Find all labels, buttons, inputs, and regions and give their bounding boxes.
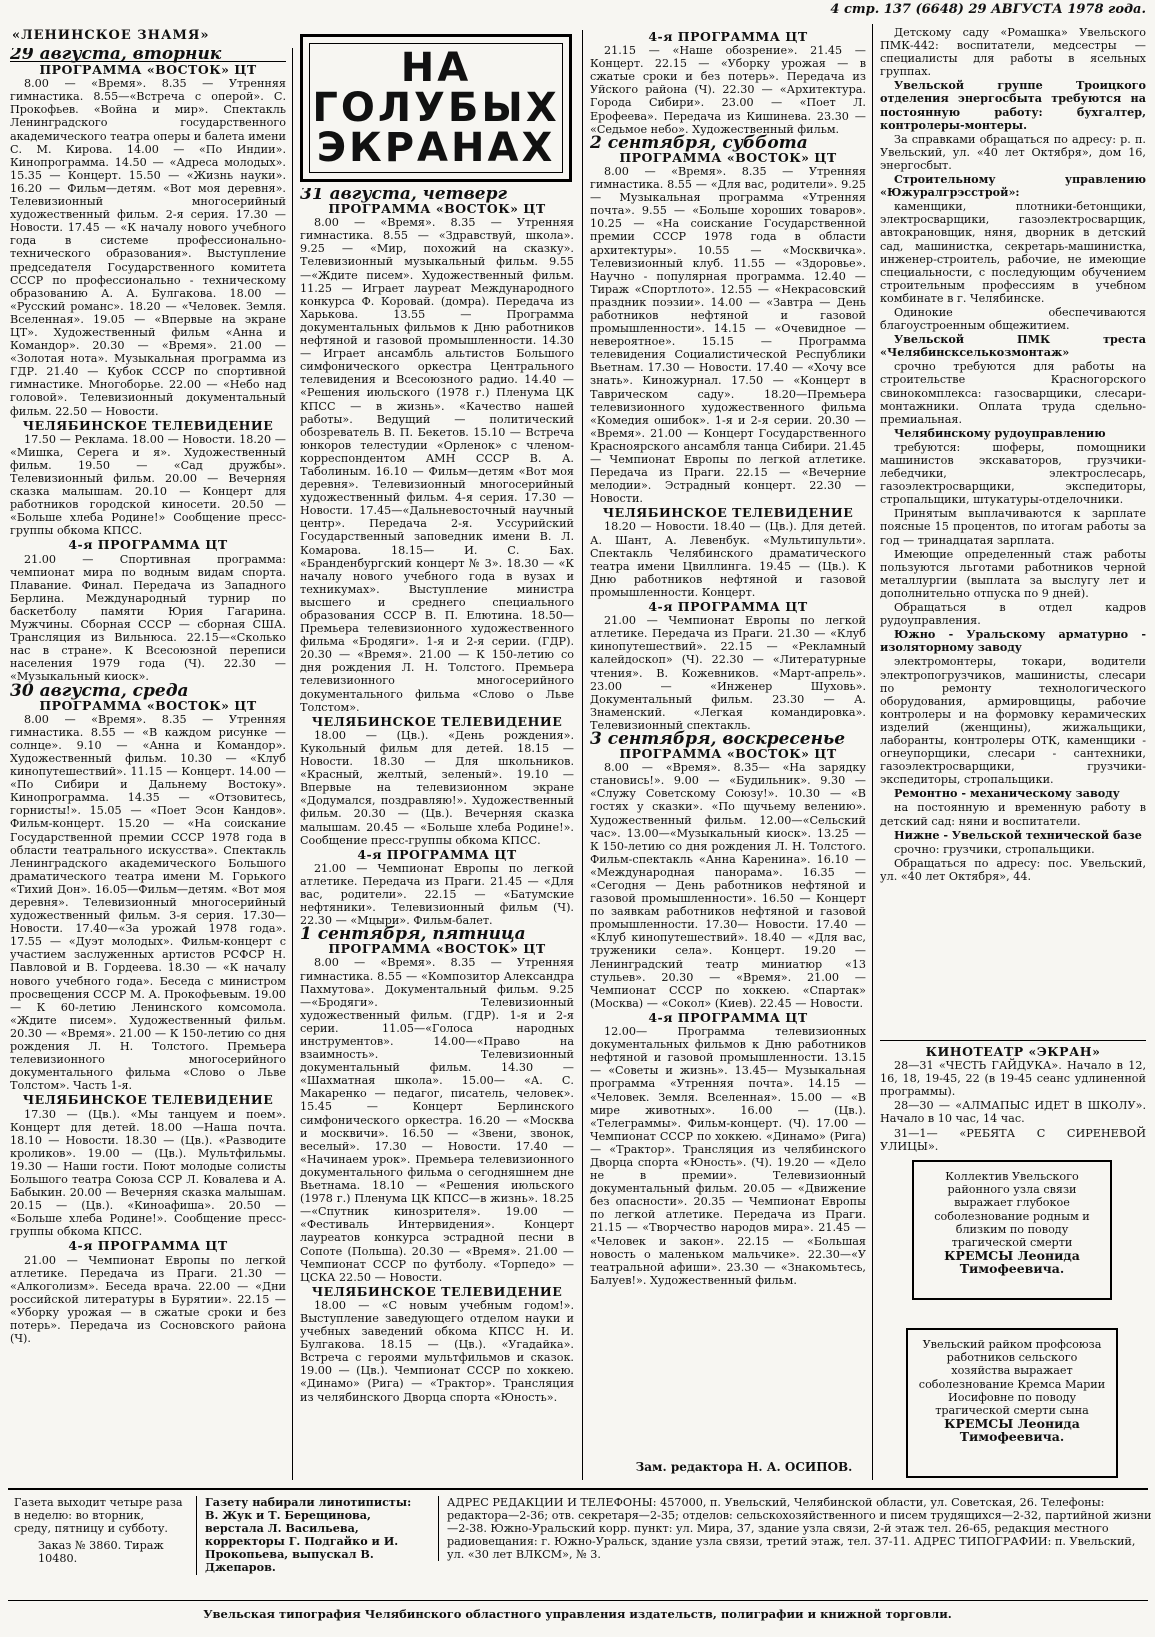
schedule-text: 21.15 — «Наше обозрение». 21.45 — Концерт. 22.15 — «Уборку урожая — в сжатые сроки и без потерь». Передача из Уйского района (Ч). 22.30 — «Архитектура. Города Сибири». 23.00 — «Поет Л. Ерофеева». Передача из Кишинева. 23.30 — «Седьмое небо». Художественный фильм. (590, 44, 866, 136)
section-heading: 4-я ПРОГРАММА ЦТ (68, 1238, 228, 1254)
schedule-text: 21.00 — Чемпионат Европы по легкой атлетике. Передача из Праги. 21.30 — «Алкоголизм». Беседа врача. 22.00 — «Дни российской литературы в Бурятии». 22.15 — «Уборку урожая — в сжатые сроки и без потерь». Передача из Сосновского района (Ч). (10, 1253, 286, 1346)
ad-employer: Строительному управлению «Южуралгрэсстрой»: (880, 172, 1146, 200)
ad-employer: Южно - Уральскому арматурно - изоляторному заводу (880, 627, 1146, 655)
section-heading: 4-я ПРОГРАММА ЦТ (648, 599, 808, 615)
obituary-box-2 (906, 1328, 1118, 1478)
day-heading: 3 сентября, воскресенье (590, 728, 846, 749)
section-heading: ЧЕЛЯБИНСКОЕ ТЕЛЕВИДЕНИЕ (311, 1283, 563, 1299)
ad-employer: Нижне - Увельской технической базе (894, 827, 1142, 842)
cinema-show: 28—31 «ЧЕСТЬ ГАЙДУКА». Начало в 12, 16, 18, 19-45, 22 (в 19-45 сеанс удлиненной программы). (880, 1059, 1146, 1099)
footer-schedule: Газета выходит четыре раза в неделю: во вторник, среду, пятницу и субботу. (14, 1496, 183, 1536)
section-heading: ПРОГРАММА «ВОСТОК» ЦТ (328, 201, 546, 217)
section-heading: ЧЕЛЯБИНСКОЕ ТЕЛЕВИДЕНИЕ (22, 417, 274, 433)
ad-employer: Увельской ПМК треста «Челябинскселькозмонтаж» (880, 332, 1146, 360)
schedule-text: 8.00 — «Время». 8.35— «На зарядку становись!». 9.00 — «Будильник». 9.30 — «Служу Советскому Союзу!». 10.30 — «В гостях у сказки». «По щучьему велению». Художественный фильм. 12.00—«Сельский час». 13.00—«Музыкальный киоск». 13.25 — К 150-летию со дня рождения Л. Н. Толстого. Фильм-спектакль «Анна Каренина». 16.10 — «Международная панорама». 16.35 — «Сегодня — День работников нефтяной и газовой промышленности». 16.50 — Концерт по заявкам работников нефтяной и газовой промышленности. 17.30— Новости. 17.40 — «Клуб кинопутешествий». 18.40 — «Для вас, труженики села». Концерт. 19.20 — Ленинградский театр миниатюр «13 стульев». 20.30 — «Время». 21.00 — Чемпионат СССР по хоккею. «Спартак» (Москва) — «Сокол» (Киев). 22.45 — Новости. (590, 761, 866, 1010)
cinema-show: 28—30 — «АЛМАПЫС ИДЕТ В ШКОЛУ». Начало в 10 час, 14 час. (880, 1099, 1146, 1126)
day-heading: 2 сентября, суббота (590, 132, 808, 153)
ad-text: Обращаться по адресу: пос. Увельский, ул. «40 лет Октября», 44. (880, 856, 1146, 883)
column-3 (590, 30, 866, 1455)
obituary-text: Увельский райком профсоюза работников сельского хозяйства выражает соболезнование Кремса Марии Иосифовне по поводу трагической смерти сына (918, 1338, 1106, 1418)
section-heading: ПРОГРАММА «ВОСТОК» ЦТ (619, 746, 837, 762)
column-2 (300, 188, 574, 1483)
schedule-text: 8.00 — «Время». 8.35 — Утренняя гимнастика. 8.55—«Встреча с оперой». С. Прокофьев. «Война и мир». Спектакль Ленинградского государственного академического театра оперы и балета имени С. М. Кирова. 14.00 — «По Индии». Кинопрограмма. 14.50 — «Адреса молодых». 15.35 — Концерт. 15.50 — «Жизнь науки». 16.20 — Фильм—детям. «Вот моя деревня». Телевизионный многосерийный художественный фильм. 2-я серия. 17.30 — Новости. 17.45 — «К началу нового учебного года в системе профессионально-технического образования». Выступление председателя Государственного комитета СССР по профессионально - техническому образованию А. А. Булгакова. 18.00 — «Русский романс». 18.20 — «Человек. Земля. Вселенная». 19.05 — «Впервые на экране ЦТ». Художественный фильм «Анна и Командор». 20.30 — «Время». 21.00 — «Золотая нота». Музыкальная программа из ГДР. 21.40 — Кубок СССР по спортивной гимнастике. Многоборье. 22.00 — «Небо над головой». Телевизионный документальный фильм. 22.50 — Новости. (10, 77, 286, 418)
ad-text: Имеющие определенный стаж работы пользуются льготами работников черной металлургии (выплата за выслугу лет и дополнительно отпуска по 9 дней). (880, 547, 1146, 600)
footer-publication-info (14, 1496, 184, 1565)
cinema-show: 31—1— «РЕБЯТА С СИРЕНЕВОЙ УЛИЦЫ». (880, 1126, 1146, 1153)
ad-text: на постоянную и временную работу в детский сад: няни и воспитатели. (880, 801, 1146, 828)
day-heading: 30 августа, среда (10, 680, 189, 701)
footer-order: Заказ № 3860. Тираж 10480. (38, 1539, 164, 1566)
footer-staff: Газету набирали линотиписты: В. Жук и Т. Берещинова, верстала Л. Васильева, корректоры Г. Подгайко и И. Прокопьева, выпускал В. Джепаров. (196, 1496, 425, 1575)
column-4-ads (880, 26, 1146, 1041)
obituary-box-1 (912, 1160, 1112, 1300)
section-heading: ПРОГРАММА «ВОСТОК» ЦТ (328, 941, 546, 957)
ad-employer: Челябинскому рудоуправлению (894, 425, 1106, 440)
ad-text: Обращаться в отдел кадров рудоуправления. (880, 601, 1146, 628)
obituary-text: Коллектив Увельского районного узла связи выражает глубокое соболезнование родным и близким по поводу трагической смерти (934, 1170, 1090, 1250)
issue-line: 4 стр. 137 (6648) 29 АВГУСТА 1978 года. (830, 2, 1146, 17)
schedule-text: 12.00— Программа телевизионных документальных фильмов к Дню работников нефтяной и газовой промышленности. 13.15 — «Советы и жизнь». 13.45— Музыкальная программа «Утренняя почта». 14.15 — «Человек. Земля. Вселенная». 15.00 — «В мире животных». 16.00 — (Цв.). «Телеграммы». Фильм-концерт. (Ч). 17.00 — Чемпионат СССР по хоккею. «Динамо» (Рига) — «Трактор». Трансляция из челябинского Дворца спорта «Юность». (Ч). 19.20 — «Дело не в премии». Телевизионный документальный фильм. 20.05 — «Движение без опасности». 20.35 — Чемпионат Европы по легкой атлетике. Передача из Праги. 21.15 — «Творчество народов мира». 21.45 — «Человек и закон». 22.15 — «Большая новость о маленьком мальчике». 22.30—«У театральной афиши». 23.30 — «Знакомьтесь, Балуев!». Художественный фильм. (590, 1025, 866, 1287)
day-heading: 1 сентября, пятница (300, 924, 526, 945)
ad-text: электромонтеры, токари, водители электропогрузчиков, машинисты, слесари по ремонту технологического оборудования, армировщицы, рабочие контролеры и на формовку керамических изделий (женщины), жижальщики, лаборанты, контролеры ОТК, каменщики - огнеупорщики, слесари - сантехники, газоэлектросварщики, грузчики-экспедиторы, стропальщики. (880, 655, 1146, 787)
ad-text: срочно требуются для работы на строительстве Красногорского свинокомплекса: газосварщики, слесари-монтажники. Оплата труда сдельно-премиальная. (880, 360, 1146, 426)
ad-text: требуются: шоферы, помощники машинистов экскаваторов, грузчики-лебедчики, электрослесарь, газоэлектросварщики, экспедиторы, стропальщики, штукатуры-отделочники. (880, 440, 1146, 507)
schedule-text: 17.50 — Реклама. 18.00 — Новости. 18.20 — «Мишка, Серега и я». Художественный фильм. 19.50 — «Сад дружбы». Телевизионный фильм. 20.00 — Вечерняя сказка малышам. 20.10 — Концерт для работников городской киносети. 20.50 — «Больше хлеба Родине!» Сообщение пресс-группы обкома КПСС. (10, 432, 286, 538)
section-heading: 4-я ПРОГРАММА ЦТ (357, 846, 517, 862)
headline-line-1: НА (400, 45, 472, 91)
day-heading: 29 августа, вторник (10, 48, 286, 62)
ad-text: каменщики, плотники-бетонщики, электросварщики, газоэлектросварщик, автокрановщик, няня, дворник в детский сад, машинистка, секретарь-машинистка, инженер-строитель, рабочие, не имеющие специальности, с последующим обучением строительным профессиям в учебном комбинате в г. Челябинске. (880, 200, 1146, 305)
ad-text: Одинокие обеспечиваются благоустроенным общежитием. (880, 305, 1146, 333)
schedule-text: 21.00 — Чемпионат Европы по легкой атлетике. Передача из Праги. 21.30 — «Клуб кинопутешествий». 22.15 — «Рекламный калейдоскоп» (Ч). 22.30 — «Литературные чтения». В. Кожевников. «Март-апрель». 23.00 — «Инженер Шуховь». Документальный фильм. 23.30 — А. Знаменский. «Легкая командировка». Телевизионный спектакль. (590, 614, 866, 732)
day-heading: 31 августа, четверг (300, 188, 508, 204)
printer-line: Увельская типография Челябинского областного управления издательств, полиграфии и книжной торговли. (203, 1607, 952, 1621)
headline-banner (300, 34, 572, 182)
section-heading: 4-я ПРОГРАММА ЦТ (68, 537, 228, 553)
footer-address: АДРЕС РЕДАКЦИИ И ТЕЛЕФОНЫ: 457000, п. Увельский, Челябинской области, ул. Советская, 26. Телефоны: редактора—2-36; отв. секретаря—2-35; отделов: сельскохозяйственного и писем трудящихся—2-32, партийной жизни—2-38. Южно-Уральский корр. пункт: ул. Мира, 37, здание узла связи, 2-й этаж тел. 26-65, редакция местного радиовещания: г. Южно-Уральск, здание узла связи, третий этаж, тел. 37-11. АДРЕС ТИПОГРАФИИ: п. Увельский, ул. «30 лет ВЛКСМ», № 3. (438, 1496, 1153, 1561)
headline-line-3: ЭКРАНАХ (316, 125, 556, 171)
ad-text: Принятым выплачиваются к зарплате поясные 15 процентов, по итогам работы за год — тринадцатая зарплата. (880, 507, 1146, 547)
obituary-name: КРЕМСЫ Леонида Тимофеевича. (944, 1416, 1080, 1445)
schedule-text: 18.00 — «С новым учебным годом!». Выступление заведующего отделом науки и учебных заведений обкома КПСС Н. И. Булгакова. 18.15 — (Цв.). «Угадайка». Встреча с героями мультфильмов и сказок. 19.00 — (Цв.). Чемпионат СССР по хоккею. «Динамо» (Рига) — «Трактор». Трансляция из челябинского Дворца спорта «Юность». (300, 1298, 574, 1404)
cinema-listing (880, 1040, 1146, 1155)
section-heading: 4-я ПРОГРАММА ЦТ (648, 1009, 808, 1025)
column-1 (10, 48, 286, 1483)
newspaper-name: «ЛЕНИНСКОЕ ЗНАМЯ» (12, 28, 210, 43)
cinema-title: КИНОТЕАТР «ЭКРАН» (925, 1044, 1101, 1059)
schedule-text: 18.00 — (Цв.). «День рождения». Кукольный фильм для детей. 18.15 — Новости. 18.30 — Для школьников. «Красный, желтый, зеленый». 19.10 — Впервые на телевизионном экране «Додумался, поздравляю!». Художественный фильм. 20.30 — (Цв.). Вечерняя сказка малышам. 20.45 — «Больше хлеба Родине!». Сообщение пресс-группы обкома КПСС. (300, 728, 574, 847)
column-rule (292, 48, 293, 1480)
ad-text: За справками обращаться по адресу: р. п. Увельский, ул. «40 лет Октября», дом 16, энергосбыт. (880, 132, 1146, 172)
schedule-text: 21.00 — Чемпионат Европы по легкой атлетике. Передача из Праги. 21.45 — «Для вас, родители». 22.15 — «Батумские нефтяники». Телевизионный фильм (Ч). 22.30 — «Мцыри». Фильм-балет. (300, 861, 574, 928)
column-rule (872, 24, 873, 1480)
schedule-text: 8.00 — «Время». 8.35 — Утренняя гимнастика. 8.55 — «Для вас, родители». 9.25 — Музыкальная программа «Утренняя почта». 9.55 — «Больше хороших товаров». 10.25 — «На соискание Государственной премии СССР 1978 года в области архитектуры». 10.55 — «Москвичка». Телевизионный клуб. 11.55 — «Здоровье». Научно - популярная программа. 12.40 — Тираж «Спортлото». 12.55 — «Некрасовский праздник поэзии». 14.00 — «Завтра — День работников нефтяной и газовой промышленности». 14.15 — «Очевидное — невероятное». 15.15 — Программа телевидения Социалистической Республики Вьетнам. 17.30 — Новости. 17.40 — «Хочу все знать». Киножурнал. 17.50 — «Концерт в Таврическом саду». 18.20—Премьера телевизионного художественного фильма «Комедия ошибок». 1-я и 2-я серии. 20.30 — «Время». 21.00 — Концерт Государственного Красноярского ансамбля танца Сибири. 21.45 — Чемпионат Европы по легкой атлетике. Передача из Праги. 22.15 — «Вечерние мелодии». Эстрадный концерт. 22.30 — Новости. (590, 164, 866, 506)
section-heading: 4-я ПРОГРАММА ЦТ (648, 30, 808, 44)
ad-text: Детскому саду «Ромашка» Увельского ПМК-442: воспитатели, медсестры — специалисты для работы в ясельных группах. (880, 26, 1146, 79)
column-rule (582, 30, 583, 1480)
footer (8, 1488, 1152, 1601)
deputy-editor-line: Зам. редактора Н. А. ОСИПОВ. (635, 1460, 853, 1474)
section-heading: ПРОГРАММА «ВОСТОК» ЦТ (39, 697, 257, 713)
ad-employer: Ремонтно - механическому заводу (894, 786, 1120, 801)
ad-text: Увельской группе Троицкого отделения энергосбыта требуются на постоянную работу: бухгалтер, контролеры-монтеры. (880, 78, 1146, 132)
section-heading: ПРОГРАММА «ВОСТОК» ЦТ (39, 62, 257, 78)
section-heading: ЧЕЛЯБИНСКОЕ ТЕЛЕВИДЕНИЕ (311, 713, 563, 729)
schedule-text: 17.30 — (Цв.). «Мы танцуем и поем». Концерт для детей. 18.00 —Наша почта. 18.10 — Новости. 18.30 — (Цв.). «Разводите кроликов». 19.00 — (Цв.). Мультфильмы. 19.30 — Наши гости. Поют молодые солисты Большого театра Союза ССР Л. Ковалева и А. Бабыкин. 20.00 — Вечерняя сказка малышам. 20.15 — (Цв.). «Киноафиша». 20.50 — «Больше хлеба Родине!». Сообщение пресс-группы обкома КПСС. (10, 1107, 286, 1239)
section-heading: ЧЕЛЯБИНСКОЕ ТЕЛЕВИДЕНИЕ (602, 505, 854, 521)
schedule-text: 18.20 — Новости. 18.40 — (Цв.). Для детей. А. Шант, А. Левенбук. «Мультипульти». Спектакль Челябинского драматического театра имени Цвиллинга. 19.45 — (Цв.). К Дню работников нефтяной и газовой промышленности. Концерт. (590, 520, 866, 599)
obituary-name: КРЕМСЫ Леонида Тимофеевича. (944, 1248, 1080, 1277)
schedule-text: 8.00 — «Время». 8.35 — Утренняя гимнастика. 8.55 — «В каждом рисунке — солнце». 9.10 — «Анна и Командор». Художественный фильм. 10.30 — «Клуб кинопутешествий». 11.15 — Концерт. 14.00 — «По Сибири и Дальнему Востоку». Кинопрограмма. 14.35 — «Отзовитесь, горнисты!». 15.05 — «Поет Эсон Кандов». Фильм-концерт. 15.20 — «На соискание Государственной премии СССР 1978 года в области театрального искусства». Спектакль Ленинградского академического Большого драматического театра имени М. Горького «Тихий Дон». 16.05—Фильм—детям. «Вот моя деревня». Телевизионный многосерийный художественный фильм. 3-я серия. 17.30— Новости. 17.40—«За урожай 1978 года». 17.55 — «Дуэт молодых». Фильм-концерт с участием заслуженных артистов РСФСР Н. Павловой и В. Гордеева. 18.30 — «К началу нового учебного года». Беседа с министром просвещения СССР М. А. Прокофьевым. 19.00 — К 60-летию Ленинского комсомола. «Ждите писем». Художественный фильм. 20.30 — «Время». 21.00 — К 150-летию со дня рождения Л. Н. Толстого. Премьера телевизионного многосерийного документального фильма «Слово о Льве Толстом». Часть 1-я. (10, 712, 286, 1093)
schedule-text: 21.00 — Спортивная программа: чемпионат мира по водным видам спорта. Плавание. Финал. Передача из Западного Берлина. Международный турнир по баскетболу памяти Юрия Гагарина. Мужчины. Сборная СССР — сборная США. Трансляция из Вильнюса. 22.15—«Сколько нас в стране». К Всесоюзной переписи населения 1979 года (Ч). 22.30 — «Музыкальный киоск». (10, 552, 286, 684)
ad-text: срочно: грузчики, стропальщики. (894, 842, 1095, 856)
section-heading: ЧЕЛЯБИНСКОЕ ТЕЛЕВИДЕНИЕ (22, 1092, 274, 1108)
headline-line-2: ГОЛУБЫХ (312, 85, 560, 131)
section-heading: ПРОГРАММА «ВОСТОК» ЦТ (619, 149, 837, 165)
schedule-text: 8.00 — «Время». 8.35 — Утренняя гимнастика. 8.55 — «Композитор Александра Пахмутова». Документальный фильм. 9.25 —«Бродяги». Телевизионный художественный фильм. (ГДР). 1-я и 2-я серии. 11.05—«Голоса народных инструментов». 14.00—«Право на взаимность». Телевизионный документальный фильм. 14.30 — «Шахматная школа». 15.00— «А. С. Макаренко — педагог, писатель, человек». 15.45 — Концерт Берлинского симфонического оркестра. 16.20 — «Москва и москвичи». 16.50 — «Звени, звонок, веселый». 17.30 — Новости. 17.40 — «Начинаем урок». Премьера телевизионного документального фильма о сегодняшнем дне Вьетнама. 18.10 — «Решения июльского (1978 г.) Пленума ЦК КПСС—в жизнь». 18.25 —«Спутник кинозрителя». 19.00 — «Фестиваль Интервидения». Концерт лауреатов конкурса эстрадной песни в Сопоте (Польша). 20.30 — «Время». 21.00 — Чемпионат СССР по футболу. «Торпедо» —ЦСКА 22.50 — Новости. (300, 956, 574, 1284)
schedule-text: 8.00 — «Время». 8.35 — Утренняя гимнастика. 8.55 — «Здравствуй, школа». 9.25 — «Мир, похожий на сказку». Телевизионный музыкальный фильм. 9.55—«Ждите писем». Художественный фильм. 11.25 — Играет лауреат Международного конкурса Ф. Коровай. (домра). Передача из Харькова. 13.55 — Программа документальных фильмов к Дню работников нефтяной и газовой промышленности. 14.30 — Играет ансамбль альтистов Большого симфонического оркестра Центрального телевидения и Всесоюзного радио. 14.40 — «Решения июльского (1978 г.) Пленума ЦК КПСС — в жизнь». «Качество нашей работы». Ведущий — политический обозреватель В. П. Бекетов. 15.10 — Встреча юнкоров телестудии «Орленок» с членом-корреспондентом АМН СССР В. А. Таболиным. 16.10 — Фильм—детям «Вот моя деревня». Телевизионный многосерийный художественный фильм. 4-я серия. 17.30 — Новости. 17.45—«Дальневосточный научный центр». Передача 2-я. Уссурийский Государственный заповедник имени В. Л. Комарова. 18.15— И. С. Бах. «Бранденбургский концерт № 3». 18.30 — «К началу нового учебного года в вузах и техникумах». Выступление министра высшего и среднего специального образования СССР В. П. Елютина. 18.50—Премьера телевизионного художественного фильма «Бродяги». 1-я и 2-я серии. (ГДР). 20.30 — «Время». 21.00 — К 150-летию со дня рождения Л. Н. Толстого. Премьера телевизионного многосерийного документального фильма «Слово о Льве Толстом». (300, 216, 574, 714)
